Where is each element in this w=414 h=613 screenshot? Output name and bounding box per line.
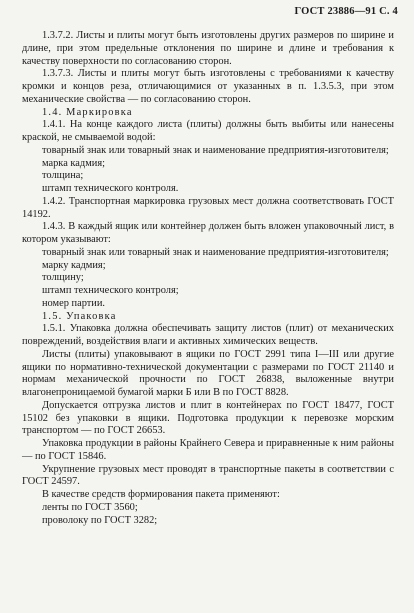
paragraph-1-5-1: 1.5.1. Упаковка должна обеспечивать защиту листов (плит) от механических повреждений, воздействия влаги и активных химических веществ. [22,323,394,347]
list-item: толщину; [42,272,84,284]
paragraph-1-4-1: 1.4.1. На конце каждого листа (плиты) должны быть выбиты или нанесены краской, не смываемой водой: [22,119,394,143]
paragraph-boxes: Листы (плиты) упаковывают в ящики по ГОСТ 2991 типа I—III или другие ящики по нормативно-технической документации с размерами по ГОСТ 21140 и нормам механической прочности по ГОСТ 26838, выложенные внутри влагонепроницаемой бумагой марки Б или В по ГОСТ 8828. [22,348,394,398]
section-heading-marking: 1.4. Маркировка [42,106,133,118]
paragraph-1-3-7-2: 1.3.7.2. Листы и плиты могут быть изготовлены других размеров по ширине и длине, при этом предельные отклонения по ширине и длине и требования к качеству поверхности по согласованию сторон. [22,30,394,67]
list-item: ленты по ГОСТ 3560; [42,501,138,513]
paragraph-1-3-7-3: 1.3.7.3. Листы и плиты могут быть изготовлены с требованиями к качеству кромки и концов реза, отличающимися от указанных в п. 1.3.5.3, при этом механические свойства — по согласованию сторон. [22,68,394,105]
list-item: толщина; [42,170,84,182]
list-item: марку кадмия; [42,259,106,271]
list-item: марка кадмия; [42,157,106,169]
section-heading-packaging: 1.5. Упаковка [42,310,117,322]
document-body [22,30,394,527]
paragraph-far-north: Упаковка продукции в районы Крайнего Севера и приравненные к ним районы — по ГОСТ 15846. [22,438,394,462]
list-item: товарный знак или товарный знак и наименование предприятия-изготовителя; [42,246,389,258]
list-item: штамп технического контроля; [42,285,179,296]
paragraph-enlargement: Укрупнение грузовых мест проводят в транспортные пакеты в соответствии с ГОСТ 24597. [22,463,394,488]
paragraph-1-4-3: 1.4.3. В каждый ящик или контейнер должен быть вложен упаковочный лист, в котором указывают: [22,221,394,245]
paragraph-containers: Допускается отгрузка листов и плит в контейнерах по ГОСТ 18477, ГОСТ 15102 без упаковки в ящики. Подготовка продукции к перевозке морским транспортом — по ГОСТ 26653. [22,399,394,437]
page-header: ГОСТ 23886—91 С. 4 [294,6,398,17]
list-item: товарный знак или товарный знак и наименование предприятия-изготовителя; [42,144,389,156]
list-item: штамп технического контроля. [42,183,179,194]
paragraph-packet-means: В качестве средств формирования пакета применяют: [42,489,280,500]
list-item: номер партии. [42,297,106,309]
paragraph-1-4-2: 1.4.2. Транспортная маркировка грузовых мест должна соответствовать ГОСТ 14192. [22,195,394,220]
list-item: проволоку по ГОСТ 3282; [42,514,158,526]
